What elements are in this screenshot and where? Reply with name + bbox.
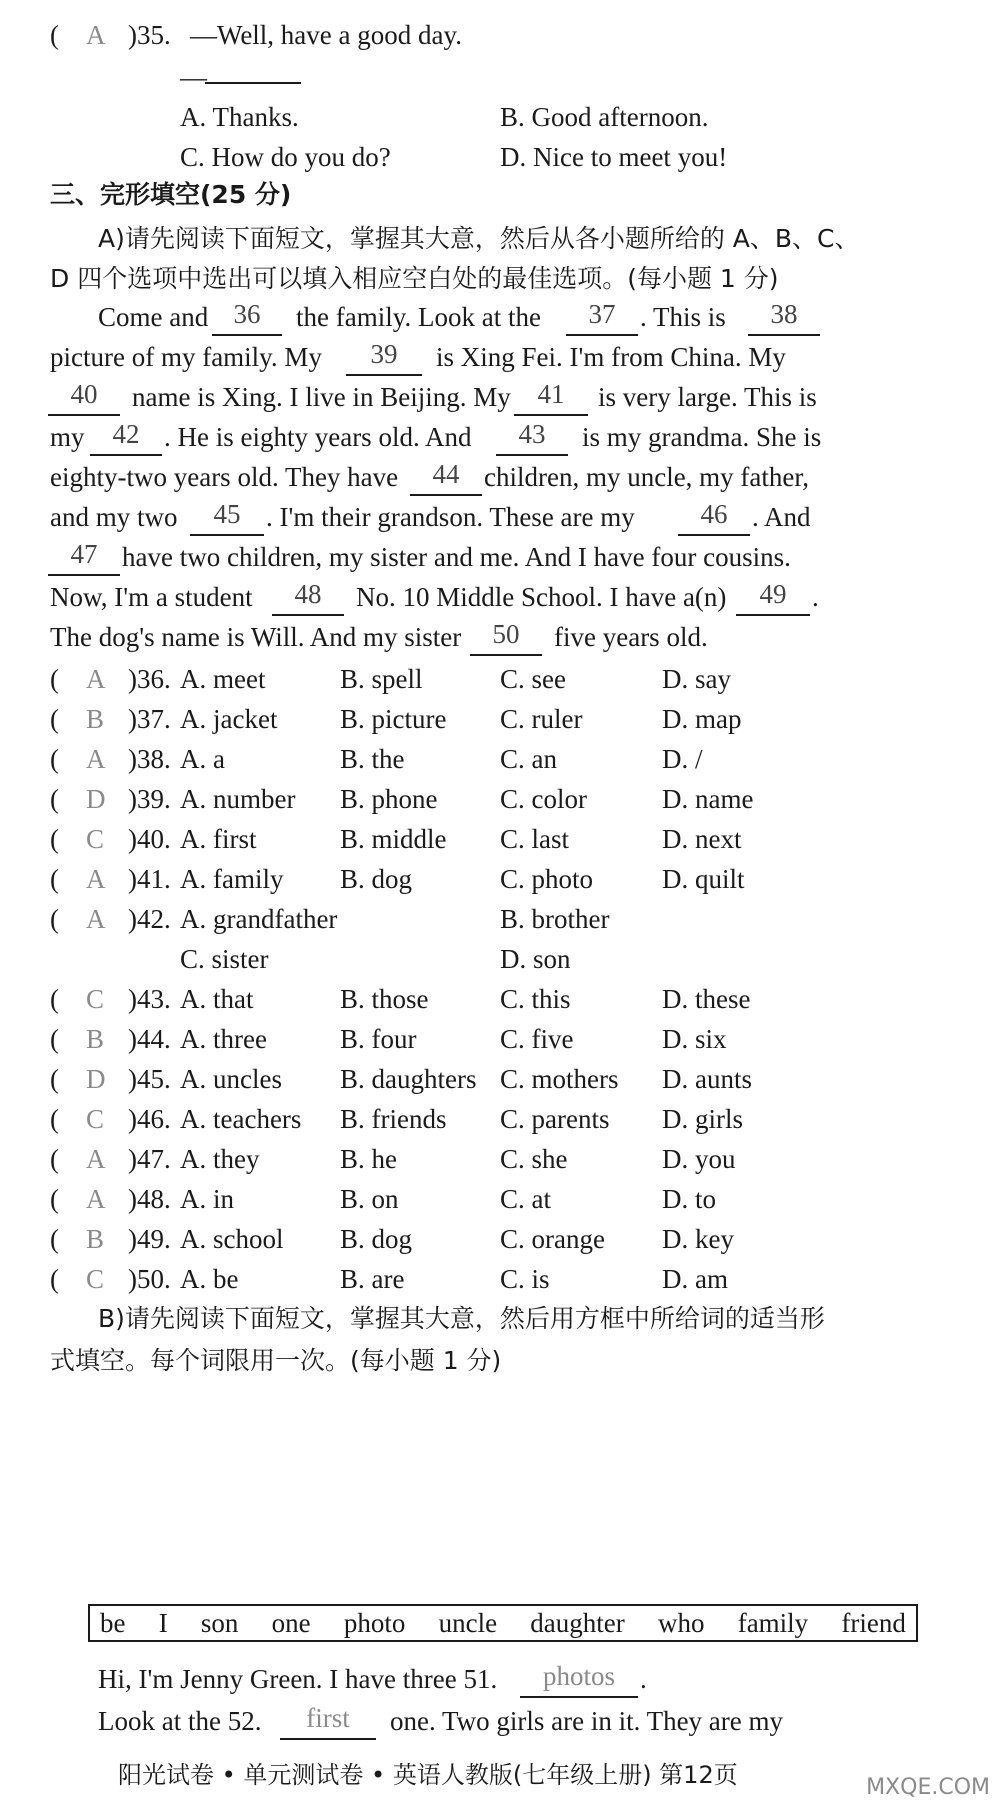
option-a: A. Thanks. [180, 102, 299, 132]
part-a-instruction-2: D 四个选项中选出可以填入相应空白处的最佳选项。(每小题 1 分) [50, 264, 779, 293]
option-d: D. / [662, 744, 703, 774]
blank-46: 46 [678, 494, 750, 536]
option-d: D. Nice to meet you! [500, 142, 728, 172]
option-a: A. a [180, 744, 225, 774]
text: . [812, 582, 819, 612]
option-d: D. girls [662, 1104, 743, 1134]
paren-open: ( [50, 1064, 59, 1094]
blank-38: 38 [748, 294, 820, 336]
question-number: )41. [128, 864, 171, 894]
page-footer [0, 1752, 1000, 1798]
option-d: D. to [662, 1184, 716, 1214]
handwritten-answer: C [86, 824, 105, 854]
text: picture of my family. My [50, 342, 322, 372]
option-d: D. son [500, 944, 571, 974]
option-c: C. color [500, 784, 587, 814]
part-b-instruction-2: 式填空。每个词限用一次。(每小题 1 分) [50, 1346, 502, 1375]
option-b: B. dog [340, 864, 413, 894]
word-item: family [737, 1607, 809, 1638]
handwritten-answer: A [86, 904, 106, 934]
option-c: C. at [500, 1184, 551, 1214]
word-item: uncle [438, 1607, 498, 1638]
word-box [88, 1604, 918, 1642]
option-c: C. last [500, 824, 570, 854]
option-d: D. say [662, 664, 731, 694]
watermark: MXQE.COM [866, 1775, 990, 1800]
word-item: be [100, 1607, 126, 1638]
question-number: )43. [128, 984, 171, 1014]
option-b: B. picture [340, 704, 447, 734]
question-stem: —Well, have a good day. [190, 20, 462, 50]
option-c: C. photo [500, 864, 594, 894]
option-b: B. he [340, 1144, 397, 1174]
option-d: D. am [662, 1264, 728, 1294]
option-a: A. uncles [180, 1064, 282, 1094]
option-b: B. those [340, 984, 429, 1014]
text: is my grandma. She is [582, 422, 822, 452]
text: Come and [98, 302, 209, 332]
blank-37: 37 [566, 294, 638, 336]
option-c: C. see [500, 664, 566, 694]
blank-51-answer: photos [520, 1656, 638, 1698]
word-item: one [271, 1607, 311, 1638]
option-c: C. How do you do? [180, 142, 391, 172]
paren-open: ( [50, 20, 59, 50]
option-c: C. parents [500, 1104, 610, 1134]
option-b: B. the [340, 744, 405, 774]
blank-49: 49 [736, 574, 810, 616]
text: The dog's name is Will. And my sister [50, 622, 462, 652]
word-item: I [158, 1607, 168, 1638]
option-d: D. these [662, 984, 751, 1014]
question-number: )50. [128, 1264, 171, 1294]
text: the family. Look at the [296, 302, 541, 332]
text: my [50, 422, 85, 452]
text: Look at the 52. [98, 1706, 262, 1736]
handwritten-answer: A [86, 1184, 106, 1214]
paren-open: ( [50, 1184, 59, 1214]
text: name is Xing. I live in Beijing. My [132, 382, 511, 412]
text: have two children, my sister and me. And I have four cousins. [122, 542, 791, 572]
question-number: )36. [128, 664, 171, 694]
option-c: C. mothers [500, 1064, 619, 1094]
option-c: C. orange [500, 1224, 605, 1254]
blank-36: 36 [212, 294, 282, 336]
option-a: A. school [180, 1224, 284, 1254]
option-b: B. daughters [340, 1064, 477, 1094]
text: children, my uncle, my father, [484, 462, 810, 492]
question-number: )39. [128, 784, 171, 814]
question-number: )49. [128, 1224, 171, 1254]
option-a: A. be [180, 1264, 239, 1294]
question-number: )47. [128, 1144, 171, 1174]
handwritten-answer: B [86, 704, 105, 734]
text: is Xing Fei. I'm from China. My [436, 342, 786, 372]
blank-43: 43 [496, 414, 568, 456]
question-number: )46. [128, 1104, 171, 1134]
paren-open: ( [50, 1224, 59, 1254]
blank-42: 42 [90, 414, 162, 456]
handwritten-answer: A [86, 744, 106, 774]
question-number: )35. [128, 20, 171, 50]
option-a: A. family [180, 864, 284, 894]
footer-text: 阳光试卷 • 单元测试卷 • 英语人教版(七年级上册) 第12页 [118, 1761, 738, 1789]
option-b: B. on [340, 1184, 399, 1214]
text: eighty-two years old. They have [50, 462, 399, 492]
option-b: B. middle [340, 824, 447, 854]
paren-open: ( [50, 1024, 59, 1054]
option-b: B. friends [340, 1104, 447, 1134]
option-d: D. map [662, 704, 742, 734]
question-number: )44. [128, 1024, 171, 1054]
option-d: D. six [662, 1024, 727, 1054]
option-d: D. next [662, 824, 742, 854]
option-b: B. are [340, 1264, 405, 1294]
option-b: B. phone [340, 784, 438, 814]
option-c: C. sister [180, 944, 269, 974]
blank-52-answer: first [280, 1698, 376, 1740]
option-d: D. aunts [662, 1064, 752, 1094]
paren-open: ( [50, 1144, 59, 1174]
part-a-instruction-1: A)请先阅读下面短文，掌握其大意，然后从各小题所给的 A、B、C、 [98, 224, 860, 253]
handwritten-answer: B [86, 1024, 105, 1054]
option-c: C. this [500, 984, 571, 1014]
paren-open: ( [50, 824, 59, 854]
text: . I'm their grandson. These are my [266, 502, 635, 532]
option-a: A. three [180, 1024, 267, 1054]
option-b: B. four [340, 1024, 417, 1054]
option-d: D. you [662, 1144, 736, 1174]
blank-41: 41 [514, 374, 588, 416]
question-number: )45. [128, 1064, 171, 1094]
option-a: A. grandfather [180, 904, 338, 934]
option-a: A. that [180, 984, 254, 1014]
handwritten-answer: B [86, 1224, 105, 1254]
handwritten-answer: A [86, 864, 106, 894]
option-c: C. an [500, 744, 557, 774]
blank-39: 39 [346, 334, 422, 376]
passage-line-9 [0, 614, 1000, 660]
word-item: who [657, 1607, 705, 1638]
word-item: daughter [530, 1607, 625, 1638]
question-number: )37. [128, 704, 171, 734]
option-b: B. spell [340, 664, 423, 694]
text: No. 10 Middle School. I have a(n) [356, 582, 727, 612]
paren-open: ( [50, 1264, 59, 1294]
paren-open: ( [50, 864, 59, 894]
paren-open: ( [50, 744, 59, 774]
text: is very large. This is [598, 382, 817, 412]
text: . [640, 1664, 647, 1694]
option-a: A. in [180, 1184, 234, 1214]
blank-44: 44 [410, 454, 482, 496]
text: Hi, I'm Jenny Green. I have three 51. [98, 1664, 498, 1694]
option-a: A. they [180, 1144, 260, 1174]
text: five years old. [554, 622, 708, 652]
option-b: B. dog [340, 1224, 413, 1254]
part-b-line-51 [0, 1656, 1000, 1702]
text: . This is [640, 302, 726, 332]
handwritten-answer: A [86, 664, 106, 694]
option-b: B. brother [500, 904, 610, 934]
question-number: )48. [128, 1184, 171, 1214]
paren-open: ( [50, 904, 59, 934]
option-c: C. is [500, 1264, 550, 1294]
blank-45: 45 [190, 494, 264, 536]
paren-open: ( [50, 784, 59, 814]
handwritten-answer: D [86, 784, 106, 814]
option-c: C. she [500, 1144, 568, 1174]
text: . And [752, 502, 811, 532]
part-b-line-52 [0, 1698, 1000, 1744]
part-b-instruction-1: B)请先阅读下面短文，掌握其大意，然后用方框中所给词的适当形 [98, 1304, 825, 1333]
text: . He is eighty years old. And [164, 422, 472, 452]
option-d: D. key [662, 1224, 734, 1254]
handwritten-answer: C [86, 984, 105, 1014]
blank-48: 48 [272, 574, 344, 616]
option-c: C. ruler [500, 704, 583, 734]
option-a: A. first [180, 824, 257, 854]
word-item: friend [841, 1607, 906, 1638]
reply-dash: — [180, 62, 207, 92]
question-35 [0, 12, 1000, 58]
text: one. Two girls are in it. They are my [390, 1706, 784, 1736]
paren-open: ( [50, 664, 59, 694]
option-a: A. meet [180, 664, 266, 694]
blank-50: 50 [470, 614, 542, 656]
paren-open: ( [50, 984, 59, 1014]
handwritten-answer: A [86, 1144, 106, 1174]
paren-open: ( [50, 704, 59, 734]
option-d: D. name [662, 784, 754, 814]
reply-blank [205, 82, 301, 84]
option-a: A. number [180, 784, 296, 814]
handwritten-answer: C [86, 1264, 105, 1294]
option-a: A. teachers [180, 1104, 302, 1134]
handwritten-answer: C [86, 1104, 105, 1134]
word-item: photo [343, 1607, 406, 1638]
blank-40: 40 [48, 374, 120, 416]
handwritten-answer: A [86, 20, 106, 50]
option-d: D. quilt [662, 864, 745, 894]
blank-47: 47 [48, 534, 120, 576]
text: and my two [50, 502, 178, 532]
handwritten-answer: D [86, 1064, 106, 1094]
paren-open: ( [50, 1104, 59, 1134]
question-number: )42. [128, 904, 171, 934]
option-b: B. Good afternoon. [500, 102, 709, 132]
question-number: )40. [128, 824, 171, 854]
word-item: son [200, 1607, 239, 1638]
text: Now, I'm a student [50, 582, 253, 612]
option-a: A. jacket [180, 704, 278, 734]
question-number: )38. [128, 744, 171, 774]
section-heading: 三、完形填空(25 分) [50, 180, 292, 209]
option-c: C. five [500, 1024, 574, 1054]
